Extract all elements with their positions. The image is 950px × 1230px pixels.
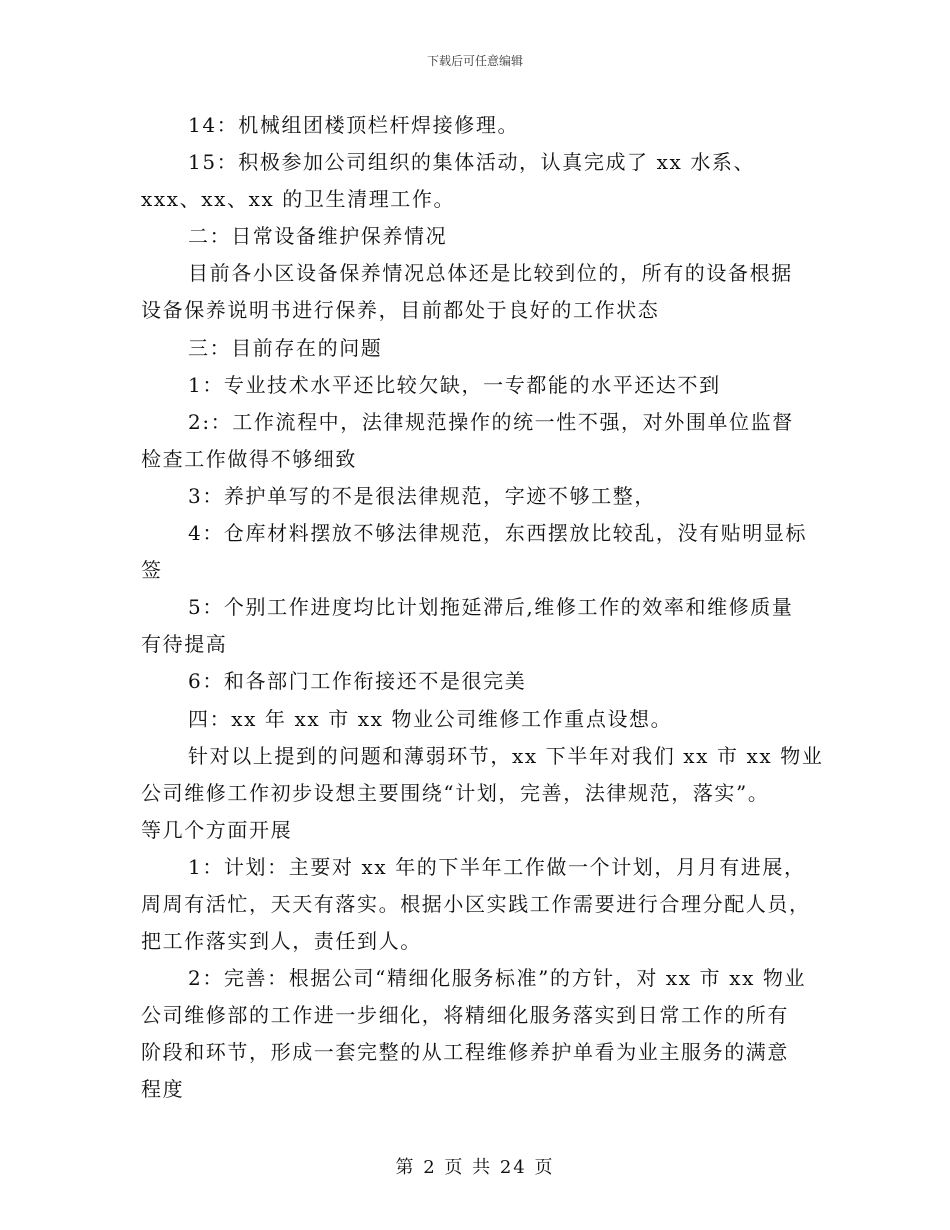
section-heading: 二：日常设备维护保养情况 xyxy=(188,224,448,249)
text-line: 6：和各部门工作衔接还不是很完美 xyxy=(188,669,527,694)
text-line: 2：完善：根据公司“精细化服务标准”的方针，对 xx 市 xx 物业 xyxy=(188,966,807,991)
text-line: 2:：工作流程中，法律规范操作的统一性不强，对外围单位监督 xyxy=(188,409,794,434)
text-line: 阶段和环节，形成一套完整的从工程维修养护单看为业主服务的满意 xyxy=(141,1040,789,1065)
section-heading: 三：目前存在的问题 xyxy=(188,335,383,360)
text-line: 1：专业技术水平还比较欠缺，一专都能的水平还达不到 xyxy=(188,372,721,397)
text-line: 目前各小区设备保养情况总体还是比较到位的，所有的设备根据 xyxy=(188,261,793,286)
text-line: 程度 xyxy=(141,1077,185,1102)
text-line: 4：仓库材料摆放不够法律规范，东西摆放比较乱，没有贴明显标 xyxy=(188,521,808,546)
text-line: 5：个别工作进度均比计划拖延滞后,维修工作的效率和维修质量 xyxy=(188,595,794,620)
text-line: 有待提高 xyxy=(141,632,228,657)
text-line: 15：积极参加公司组织的集体活动，认真完成了 xx 水系、 xyxy=(188,150,756,175)
section-heading: 四：xx 年 xx 市 xx 物业公司维修工作重点设想。 xyxy=(188,706,673,731)
text-line: 签 xyxy=(141,558,163,583)
text-line: 等几个方面开展 xyxy=(141,817,293,842)
document-body xyxy=(141,107,824,1109)
text-line: 公司维修部的工作进一步细化，将精细化服务落实到日常工作的所有 xyxy=(141,1003,789,1028)
text-line: 检查工作做得不够细致 xyxy=(141,446,357,471)
text-line: 公司维修工作初步设想主要围绕“计划，完善，法律规范，落实”。 xyxy=(141,780,770,805)
text-line: 把工作落实到人，责任到人。 xyxy=(141,929,422,954)
text-line: 针对以上提到的问题和薄弱环节，xx 下半年对我们 xx 市 xx 物业 xyxy=(188,743,824,768)
page-footer: 第 2 页 共 24 页 xyxy=(395,1157,555,1178)
text-line: xxx、xx、xx 的卫生清理工作。 xyxy=(141,187,456,212)
text-line: 3：养护单写的不是很法律规范，字迹不够工整， xyxy=(188,483,656,508)
text-line: 14：机械组团楼顶栏杆焊接修理。 xyxy=(188,113,520,137)
text-line: 设备保养说明书进行保养，目前都处于良好的工作状态 xyxy=(141,298,660,323)
page-header: 下载后可任意编辑 xyxy=(426,54,523,68)
text-line: 1：计划：主要对 xx 年的下半年工作做一个计划，月月有进展， xyxy=(188,854,806,879)
text-line: 周周有活忙，天天有落实。根据小区实践工作需要进行合理分配人员， xyxy=(141,891,811,916)
